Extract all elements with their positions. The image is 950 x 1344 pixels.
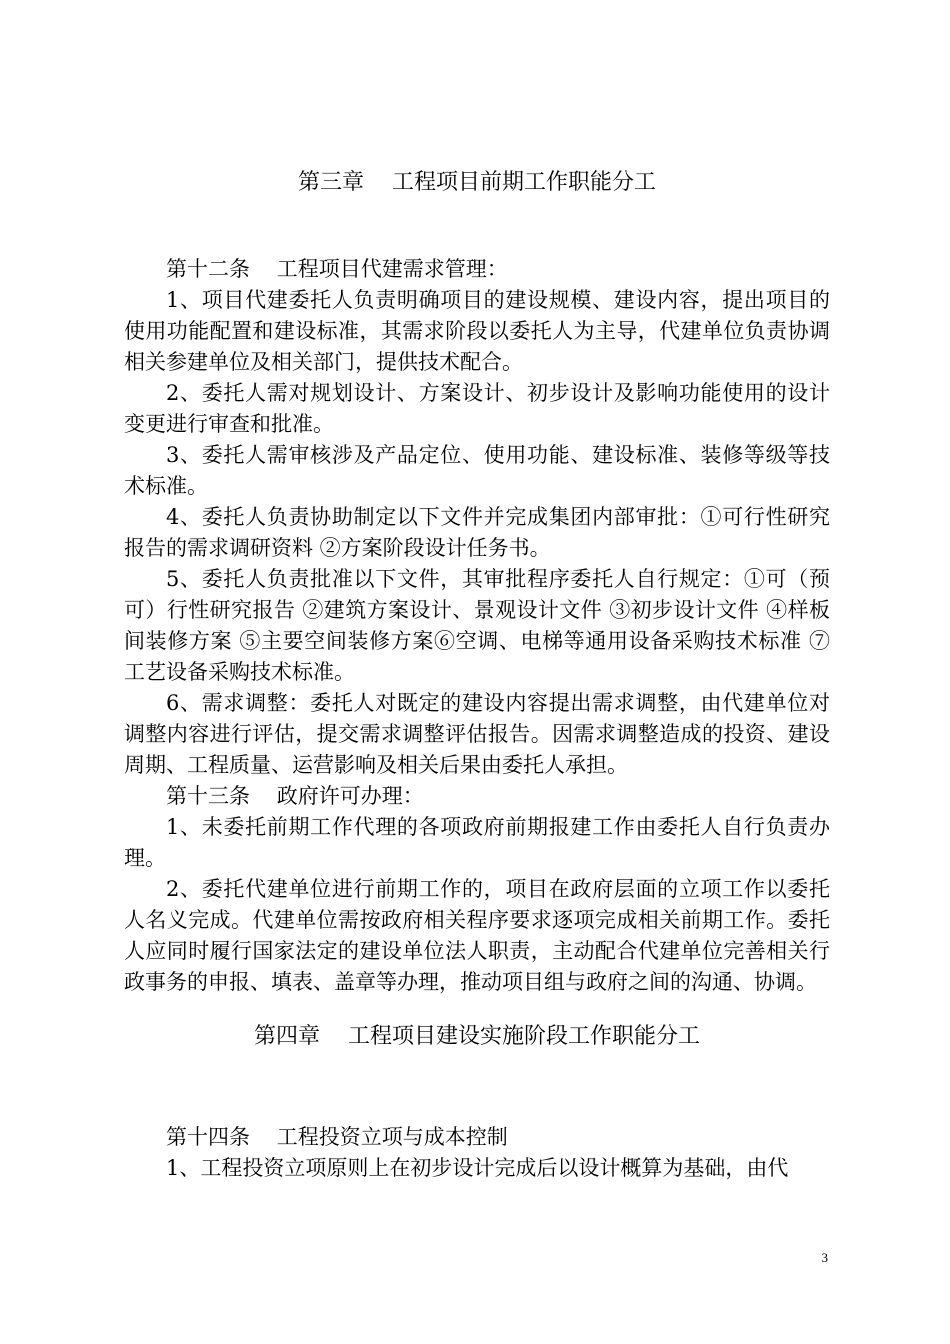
article-14-heading: 第十四条 工程投资立项与成本控制 — [166, 1125, 508, 1149]
article-12-clause-6: 6、需求调整：委托人对既定的建设内容提出需求调整，由代建单位对调整内容进行评估，提交需求调整评估报告。因需求调整造成的投资、建设周期、工程质量、运营影响及相关后果由委托人承担。 — [124, 691, 830, 777]
article-12-clause-1: 1、项目代建委托人负责明确项目的建设规模、建设内容，提出项目的使用功能配置和建设标准，其需求阶段以委托人为主导，代建单位负责协调相关参建单位及相关部门，提供技术配合。 — [124, 288, 830, 374]
article-12-clause-3: 3、委托人需审核涉及产品定位、使用功能、建设标准、装修等级等技术标准。 — [124, 443, 830, 498]
article-12-clause-4: 4、委托人负责协助制定以下文件并完成集团内部审批：①可行性研究报告的需求调研资料 ②方案阶段设计任务书。 — [124, 505, 830, 560]
page-number: 3 — [821, 1250, 828, 1265]
chapter-3-title: 第三章 工程项目前期工作职能分工 — [298, 170, 656, 195]
article-12-clause-5: 5、委托人负责批准以下文件，其审批程序委托人自行规定：①可（预可）行性研究报告 ②建筑方案设计、景观设计文件 ③初步设计文件 ④样板间装修方案 ⑤主要空间装修方案⑥空调、电梯等通用设备采购技术标准 ⑦工艺设备采购技术标准。 — [124, 567, 830, 684]
article-13-clause-1: 1、未委托前期工作代理的各项政府前期报建工作由委托人自行负责办理。 — [124, 815, 830, 870]
article-13-clause-2: 2、委托代建单位进行前期工作的，项目在政府层面的立项工作以委托人名义完成。代建单位需按政府相关程序要求逐项完成相关前期工作。委托人应同时履行国家法定的建设单位法人职责，主动配合代建单位完善相关行政事务的申报、填表、盖章等办理，推动项目组与政府之间的沟通、协调。 — [124, 877, 830, 994]
article-12-clause-2: 2、委托人需对规划设计、方案设计、初步设计及影响功能使用的设计变更进行审查和批准。 — [124, 381, 830, 436]
chapter-3-body — [124, 254, 830, 998]
article-12-heading: 第十二条 工程项目代建需求管理： — [166, 257, 508, 281]
chapter-4-title: 第四章 工程项目建设实施阶段工作职能分工 — [254, 1024, 700, 1049]
article-13-heading: 第十三条 政府许可办理： — [166, 784, 424, 808]
article-14-clause-1: 1、工程投资立项原则上在初步设计完成后以设计概算为基础，由代 — [166, 1156, 789, 1180]
chapter-4-body — [124, 1122, 830, 1184]
